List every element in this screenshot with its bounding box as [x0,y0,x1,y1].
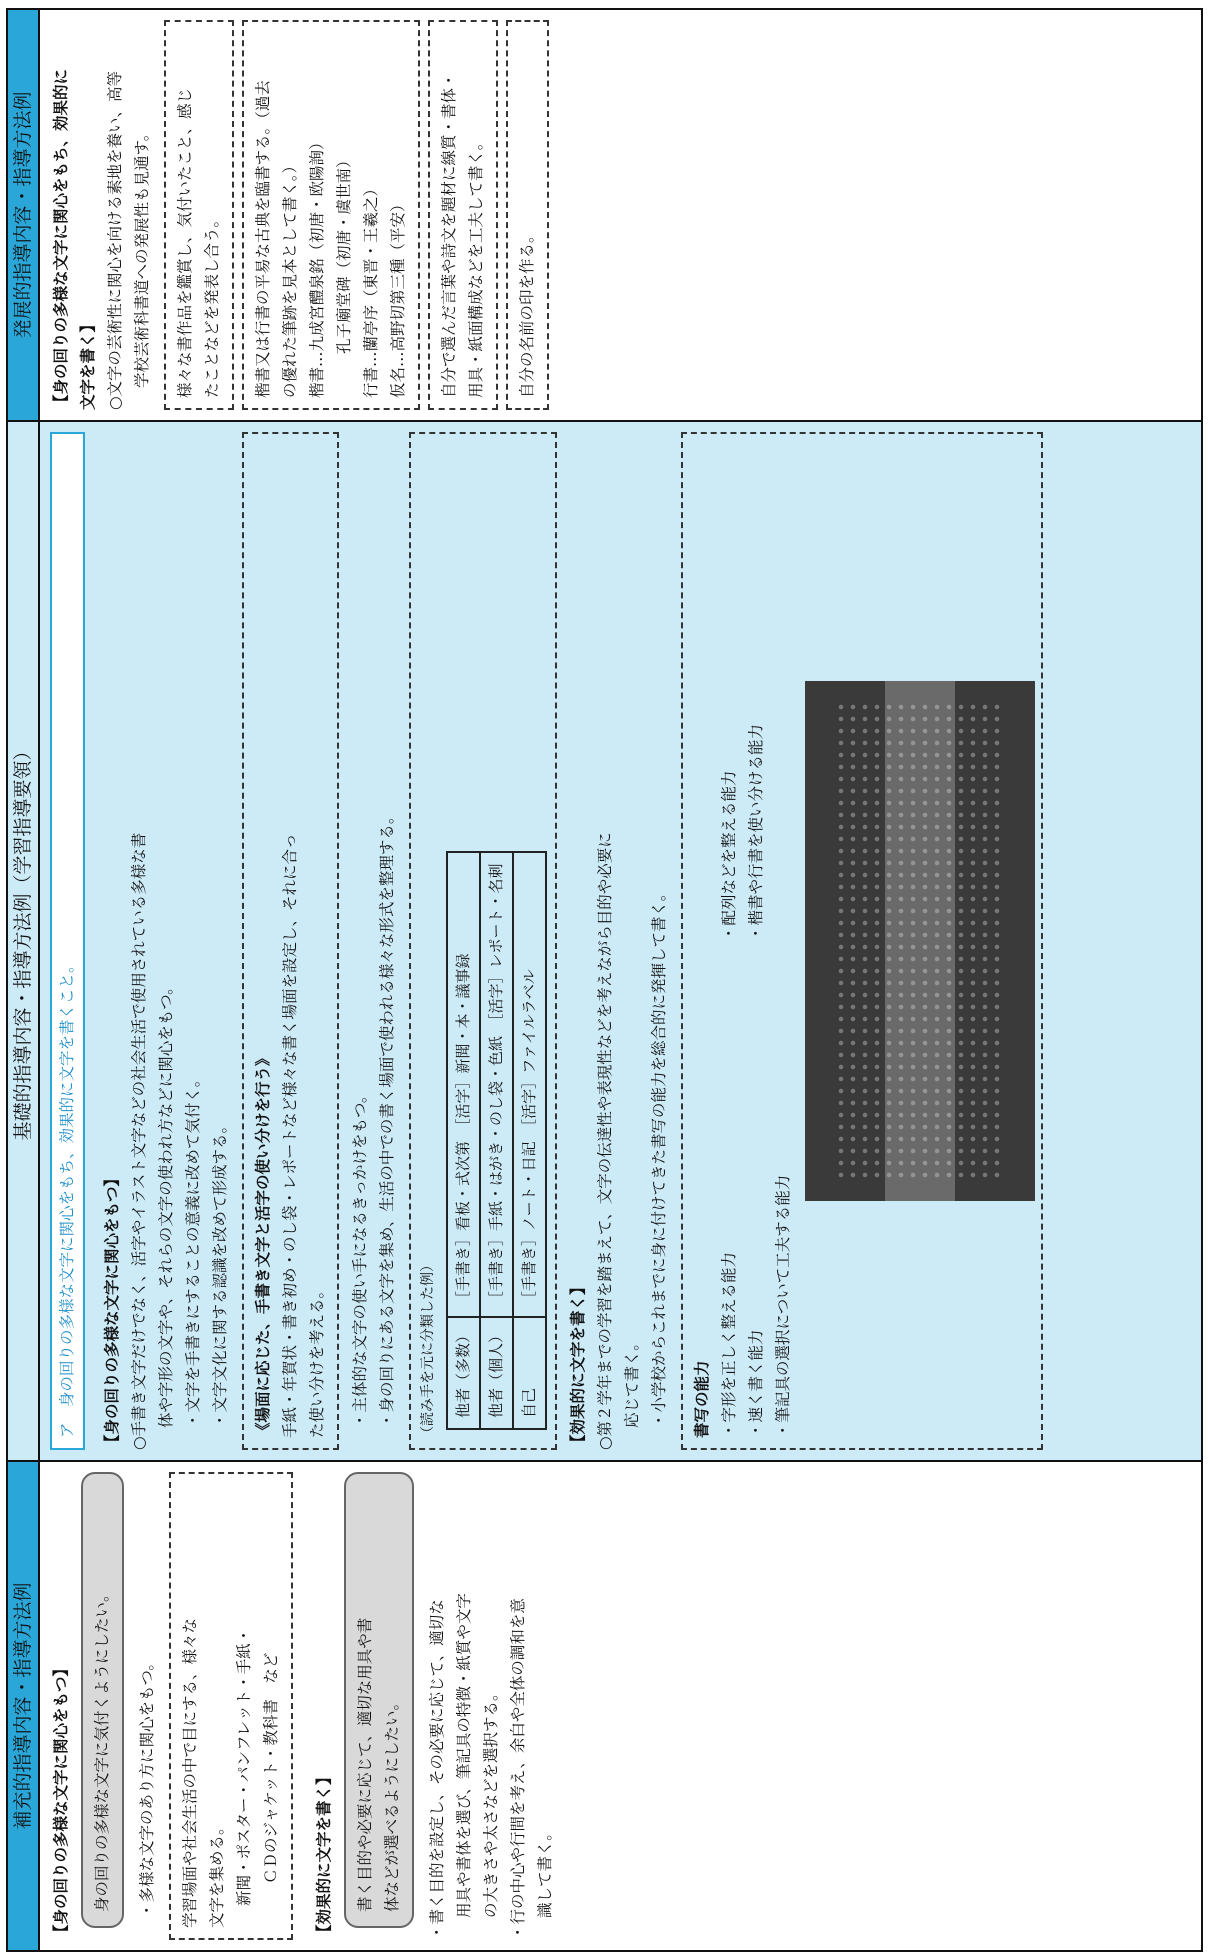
goal-pill: 身の回りの多様な文字に気付くようにしたい。 [81,1472,124,1928]
bullet-text: ・身の回りにある文字を集め、生活の中での書く場面で使われる様々な形式を整理する。 [378,808,396,1428]
scene-box: 《場面に応じた、手書き文字と活字の使い分けを行う》 手紙・年賀状・書き初め・のし袋・レポートなど様々な書く場面を設定し、それに合っ た使い分けを考える。 [242,432,339,1450]
section-title: 【身の回りの多様な文字に関心をもつ】 [103,1170,121,1450]
activity-box: 楷書又は行書の平易な古典を臨書する。（過去 の優れた筆跡を見本として書く。） 楷書…九成宮醴泉銘（初唐・欧陽詢） 孔子廟堂碑（初唐・虞世南） 行書…蘭亭序（東晋・王羲之） 仮名…高野切第三種（平安） [242,20,420,410]
column-advanced [6,8,1203,422]
section-title: 【身の回りの多様な文字に関心をもつ】 [52,1660,70,1940]
table-row: 他者（個人） ［手書き］手紙・はがき・のし袋・色紙 ［活字］レポート・名刺 [480,852,513,1429]
column-supplementary [6,1460,1203,1952]
bullet-text: ・行の中心や行間を考え、余白や全体の調和を意 [509,1598,527,1940]
activity-box: 自分の名前の印を作る。 [506,20,549,410]
body-text: 応じて書く。 [623,1335,641,1428]
section-title: 【効果的に文字を書く】 [315,1769,333,1940]
body-text: ○手書き文字だけでなく、活字やイラスト文字などの社会生活で使用されている多様な書 [130,832,148,1450]
column-header-basic: 基礎的指導内容・指導方法例（学習指導要領） [8,422,40,1460]
example-box: 学習場面や社会生活の中で目にする、様々な 文字を集める。 新聞・ポスター・パンフレット・手紙・ ＣＤのジャケット・教科書 など [169,1472,293,1940]
bullet-text: の大きさや太さなどを選択する。 [482,1685,500,1918]
ability-box: 書写の能力 ・字形を正しく整える能力 ・速く書く能力 ・筆記具の選択について工夫する能力 ・配列などを整える能力 ・楷書や行書を使い分ける能力 [681,432,1043,1450]
bullet-text: 識して書く。 [536,1825,554,1918]
activity-box: 様々な書作品を鑑賞し、気付いたこと、感じ たことなどを発表し合う。 [164,20,234,410]
body-text: ○第２学年までの学習を踏まえて、文字の伝達性や表現性などを考えながら目的や必要に [596,832,614,1450]
section-title: 【身の回りの多様な文字に関心をもち、効果的に [52,68,70,410]
column-header-advanced: 発展的指導内容・指導方法例 [8,10,40,420]
bullet-text: ・文字を手書きにすることの意義に改めて気付く。 [184,1071,202,1428]
section-title: 【効果的に文字を書く】 [569,1279,587,1450]
section-title: 文字を書く】 [79,316,97,410]
bullet-text: ・文字文化に関する認識を改めて形成する。 [211,1117,229,1428]
calligraphy-photo [805,681,1035,1201]
activity-box: 自分で選んだ言葉や詩文を題材に線質・書体・ 用具・紙面構成などを工夫して書く。 [428,20,498,410]
photo-dots [835,701,1005,1181]
bullet-text: 用具や書体を選び、筆記具の特徴・紙質や文字 [455,1593,473,1918]
body-text: 学校芸術科書道への発展性も見通す。 [133,125,151,388]
goal-pill: 書く目的や必要に応じて、適切な用具や書 体などが選べるようにしたい。 [344,1472,414,1928]
table-row: 自己 ［手書き］ノート・日記 ［活字］ファイルラベル [513,852,546,1429]
bullet-text: ・多様な文字のあり方に関心をもつ。 [138,1655,156,1918]
goal-title-box: ア 身の回りの多様な文字に関心をもち、効果的に文字を書くこと。 [50,432,85,1450]
bullet-text: ・主体的な文字の使い手になるきっかけをもつ。 [351,1087,369,1428]
classification-table [446,851,547,1430]
column-basic [6,420,1203,1462]
column-header-supplementary: 補充的指導内容・指導方法例 [8,1462,40,1950]
body-text: ○文字の芸術性に関心を向ける素地を養い、高等 [106,70,124,410]
bullet-text: ・小学校からこれまでに身に付けてきた書写の能力を総合的に発揮して書く。 [650,885,668,1428]
classification-box: （読み手を元に分類した例） 他者（多数） ［手書き］看板・式次第 ［活字］新聞・本・議事録 他者（個人） ［手書き］手紙・はがき・のし袋・色紙 ［活字］レポート・名刺 自己 ［手書き］ノート・日記 ［活字］ファイルラベル [409,432,557,1450]
bullet-text: ・書く目的を設定し、その必要に応じて、適切な [428,1599,446,1940]
table-row: 他者（多数） ［手書き］看板・式次第 ［活字］新聞・本・議事録 [447,852,480,1429]
body-text: 体や字形の文字や、それらの文字の使われ方などに関心をもつ。 [157,979,175,1428]
